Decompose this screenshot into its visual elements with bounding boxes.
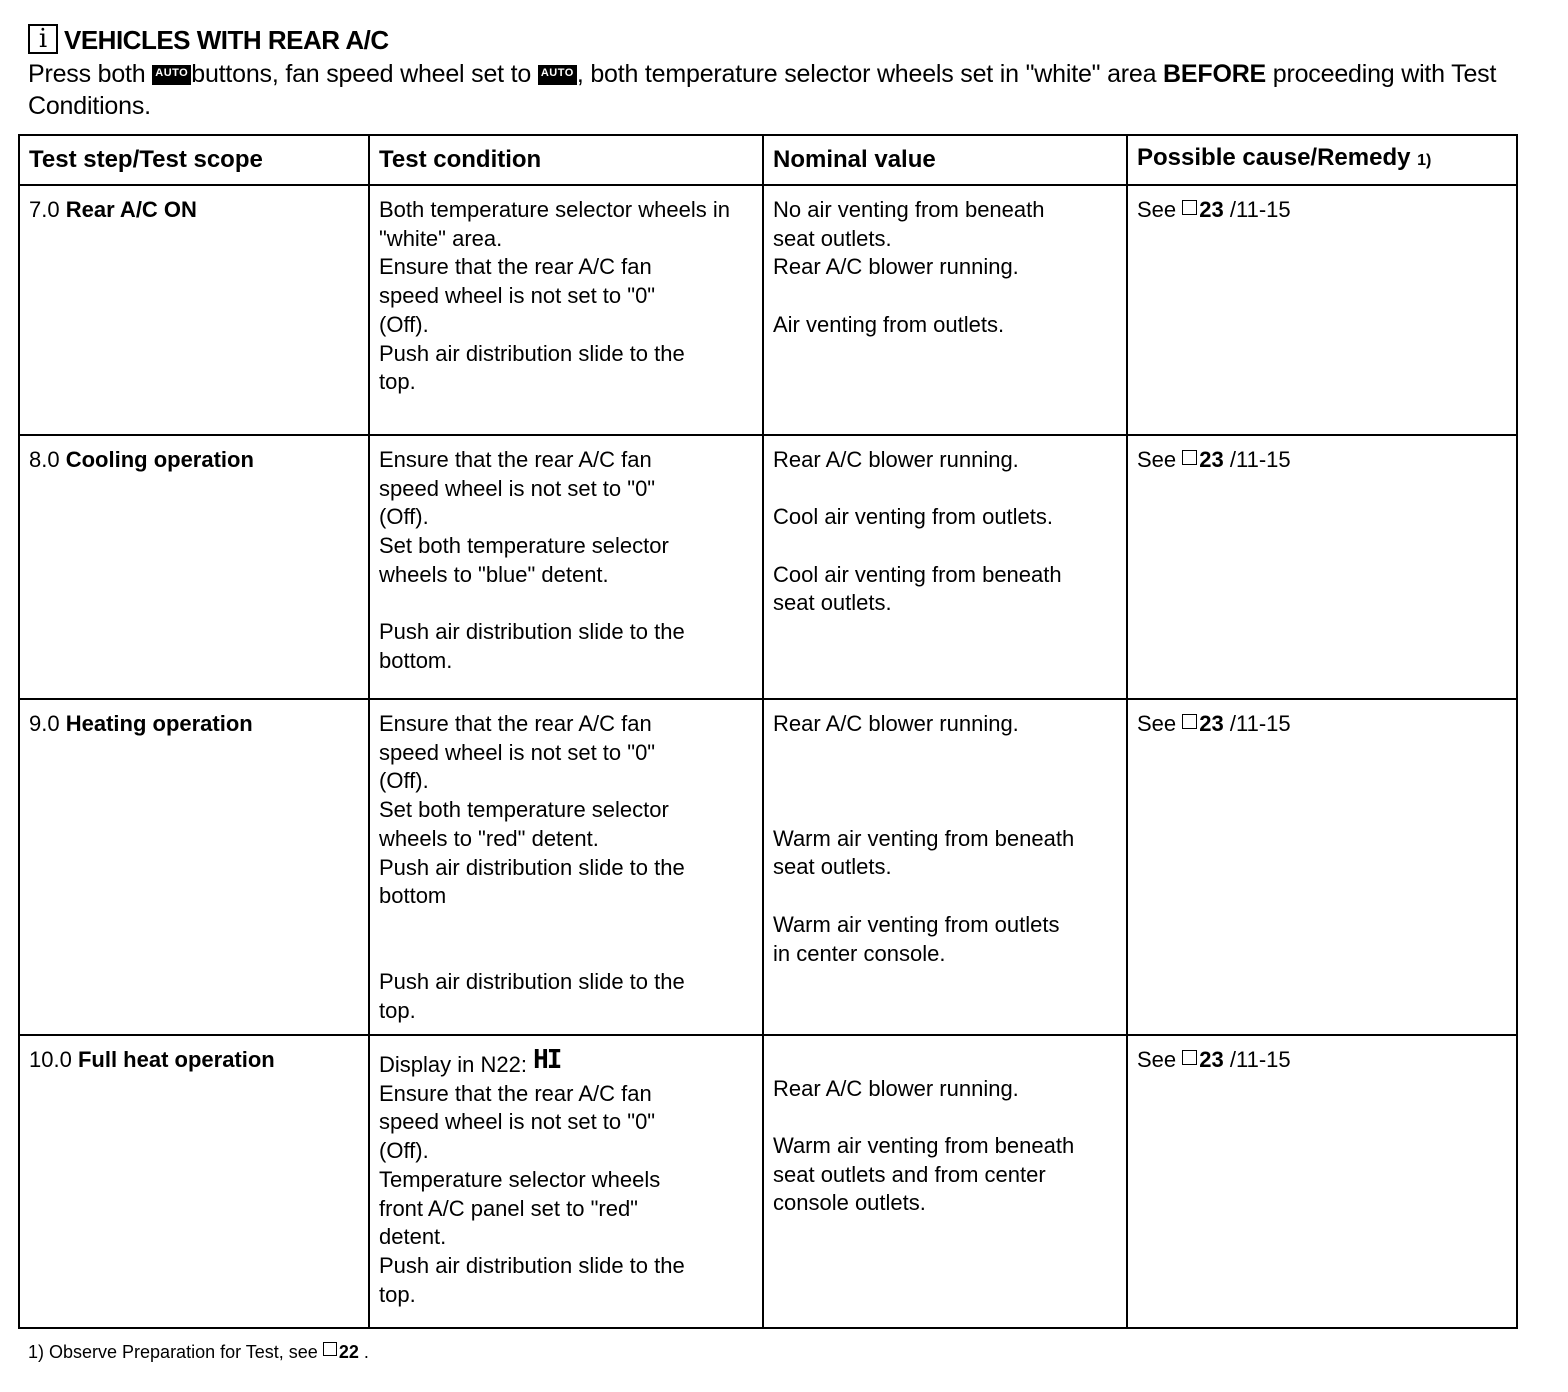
- intro-text-4: proceeding with Test Conditions.: [28, 60, 1497, 120]
- condition-line: wheels to "red" detent.: [379, 825, 599, 851]
- step-cell: [19, 699, 369, 1035]
- table-header-row: [19, 135, 1517, 185]
- nominal-line: seat outlets.: [773, 854, 892, 880]
- cause-cell: [1127, 699, 1517, 1035]
- condition-line: Both temperature selector wheels in: [379, 197, 730, 222]
- nominal-line: Warm air venting from beneath: [773, 1133, 1075, 1159]
- auto-button-icon: AUTO: [152, 65, 191, 85]
- condition-cell: [369, 185, 763, 435]
- condition-line: speed wheel is not set to "0": [379, 1109, 656, 1135]
- footnote-suffix: .: [363, 1342, 369, 1362]
- cause-prefix: See: [1137, 711, 1177, 736]
- step-number: 9.0: [29, 711, 60, 736]
- nominal-line: [773, 475, 1118, 504]
- nominal-line: [773, 739, 1118, 768]
- condition-line: Ensure that the rear A/C fan: [379, 711, 652, 736]
- cause-prefix: See: [1137, 197, 1177, 222]
- step-name: Rear A/C ON: [65, 197, 197, 222]
- nominal-line: [773, 532, 1118, 561]
- condition-line: Ensure that the rear A/C fan: [379, 1080, 652, 1106]
- nominal-cell: [763, 1035, 1127, 1328]
- step-cell: [19, 1035, 369, 1328]
- condition-line: (Off).: [379, 311, 429, 337]
- nominal-line: [773, 882, 1118, 911]
- nominal-line: [773, 282, 1118, 311]
- condition-line: top.: [379, 998, 416, 1023]
- condition-line: "white" area.: [379, 225, 503, 251]
- step-cell: [19, 435, 369, 699]
- table-row: [19, 435, 1517, 699]
- header-test-condition: Test condition: [369, 135, 763, 185]
- document-ref-icon: [1182, 1050, 1197, 1065]
- footnote-ref[interactable]: 22: [338, 1342, 359, 1362]
- intro-text-1: Press both: [28, 60, 153, 88]
- condition-line: [379, 940, 754, 969]
- cause-suffix: /11-15: [1229, 711, 1291, 736]
- cause-ref[interactable]: 23: [1199, 711, 1224, 736]
- intro-text-2: buttons, fan speed wheel set to: [191, 60, 538, 88]
- header-possible-cause-label: Possible cause/Remedy: [1137, 144, 1411, 172]
- condition-line: Push air distribution slide to the: [379, 619, 685, 645]
- cause-cell: [1127, 1035, 1517, 1328]
- nominal-line: console outlets.: [773, 1190, 926, 1216]
- condition-cell: [369, 1035, 763, 1328]
- cause-cell: [1127, 185, 1517, 435]
- nominal-cell: [763, 435, 1127, 699]
- condition-line: bottom.: [379, 647, 453, 673]
- step-number: 8.0: [29, 447, 60, 472]
- condition-line: (Off).: [379, 768, 429, 794]
- nominal-line: seat outlets and from center: [773, 1161, 1046, 1187]
- condition-line: speed wheel is not set to "0": [379, 283, 656, 309]
- step-name: Heating operation: [65, 711, 253, 736]
- condition-line: speed wheel is not set to "0": [379, 739, 656, 765]
- condition-line: detent.: [379, 1224, 447, 1250]
- condition-cell: [369, 435, 763, 699]
- cause-ref[interactable]: 23: [1199, 197, 1224, 222]
- condition-line: [379, 911, 754, 940]
- table-row: [19, 1035, 1517, 1328]
- step-number: 7.0: [29, 197, 60, 222]
- step-cell: [19, 185, 369, 435]
- display-line: [379, 1046, 754, 1080]
- cause-suffix: /11-15: [1229, 1047, 1291, 1072]
- nominal-line: seat outlets.: [773, 225, 892, 251]
- step-name: Cooling operation: [65, 447, 254, 472]
- nominal-line: Rear A/C blower running.: [773, 447, 1019, 472]
- intro-paragraph: [28, 58, 1538, 122]
- cause-prefix: See: [1137, 1047, 1177, 1072]
- nominal-line: in center console.: [773, 940, 946, 966]
- cause-suffix: /11-15: [1229, 447, 1291, 472]
- condition-line: [379, 590, 754, 619]
- nominal-line: Warm air venting from outlets: [773, 911, 1060, 937]
- condition-line: Ensure that the rear A/C fan: [379, 447, 652, 472]
- document-ref-icon: [1182, 450, 1197, 465]
- page-title: VEHICLES WITH REAR A/C: [64, 25, 389, 55]
- condition-line: front A/C panel set to "red": [379, 1195, 638, 1221]
- step-name: Full heat operation: [77, 1047, 275, 1072]
- condition-line: wheels to "blue" detent.: [379, 561, 609, 587]
- info-icon: i: [28, 24, 58, 54]
- nominal-cell: [763, 699, 1127, 1035]
- document-ref-icon: [323, 1342, 337, 1356]
- test-table: [18, 134, 1518, 1329]
- nominal-line: Rear A/C blower running.: [773, 711, 1019, 736]
- nominal-line: Warm air venting from beneath: [773, 825, 1075, 851]
- nominal-line: seat outlets.: [773, 590, 892, 616]
- cause-prefix: See: [1137, 447, 1177, 472]
- footnote-text: 1) Observe Preparation for Test, see: [28, 1342, 318, 1362]
- nominal-line: Rear A/C blower running.: [773, 254, 1019, 280]
- nominal-line: [773, 1103, 1118, 1132]
- condition-line: bottom: [379, 883, 447, 909]
- nominal-line: Air venting from outlets.: [773, 311, 1005, 337]
- cause-ref[interactable]: 23: [1199, 1047, 1224, 1072]
- nominal-line: [773, 1046, 1118, 1075]
- table-row: [19, 185, 1517, 435]
- condition-cell: [369, 699, 763, 1035]
- document-ref-icon: [1182, 714, 1197, 729]
- footnote-marker: 1): [1417, 152, 1432, 170]
- condition-line: top.: [379, 369, 416, 395]
- intro-bold-before: BEFORE: [1163, 60, 1267, 88]
- condition-line: Set both temperature selector: [379, 533, 669, 559]
- nominal-line: Cool air venting from beneath: [773, 561, 1062, 587]
- nominal-cell: [763, 185, 1127, 435]
- document-header: [28, 8, 1538, 122]
- step-number: 10.0: [29, 1047, 72, 1072]
- nominal-line: No air venting from beneath: [773, 197, 1045, 222]
- condition-line: Push air distribution slide to the: [379, 854, 685, 880]
- nominal-line: Rear A/C blower running.: [773, 1075, 1019, 1101]
- condition-line: Push air distribution slide to the: [379, 969, 685, 995]
- header-possible-cause: [1127, 135, 1517, 185]
- footnote: [28, 1340, 369, 1364]
- cause-suffix: /11-15: [1229, 197, 1291, 222]
- nominal-line: [773, 796, 1118, 825]
- cause-ref[interactable]: 23: [1199, 447, 1224, 472]
- condition-line: Set both temperature selector: [379, 797, 669, 823]
- condition-line: Push air distribution slide to the: [379, 1252, 685, 1278]
- nominal-line: [773, 767, 1118, 796]
- hi-display-icon: HI: [533, 1045, 561, 1075]
- condition-line: (Off).: [379, 1138, 429, 1164]
- display-label: Display in N22:: [379, 1052, 527, 1077]
- condition-line: Temperature selector wheels: [379, 1166, 661, 1192]
- header-test-step: Test step/Test scope: [19, 135, 369, 185]
- table-row: [19, 699, 1517, 1035]
- auto-fan-icon: AUTO: [538, 65, 577, 85]
- title-row: [28, 8, 1538, 54]
- header-nominal-value: Nominal value: [763, 135, 1127, 185]
- intro-text-3: , both temperature selector wheels set in "white" area: [576, 60, 1164, 88]
- nominal-line: Cool air venting from outlets.: [773, 504, 1054, 530]
- condition-line: speed wheel is not set to "0": [379, 475, 656, 501]
- cause-cell: [1127, 435, 1517, 699]
- condition-line: (Off).: [379, 504, 429, 530]
- condition-line: Ensure that the rear A/C fan: [379, 254, 652, 280]
- condition-line: top.: [379, 1281, 416, 1307]
- condition-line: Push air distribution slide to the: [379, 340, 685, 366]
- document-ref-icon: [1182, 200, 1197, 215]
